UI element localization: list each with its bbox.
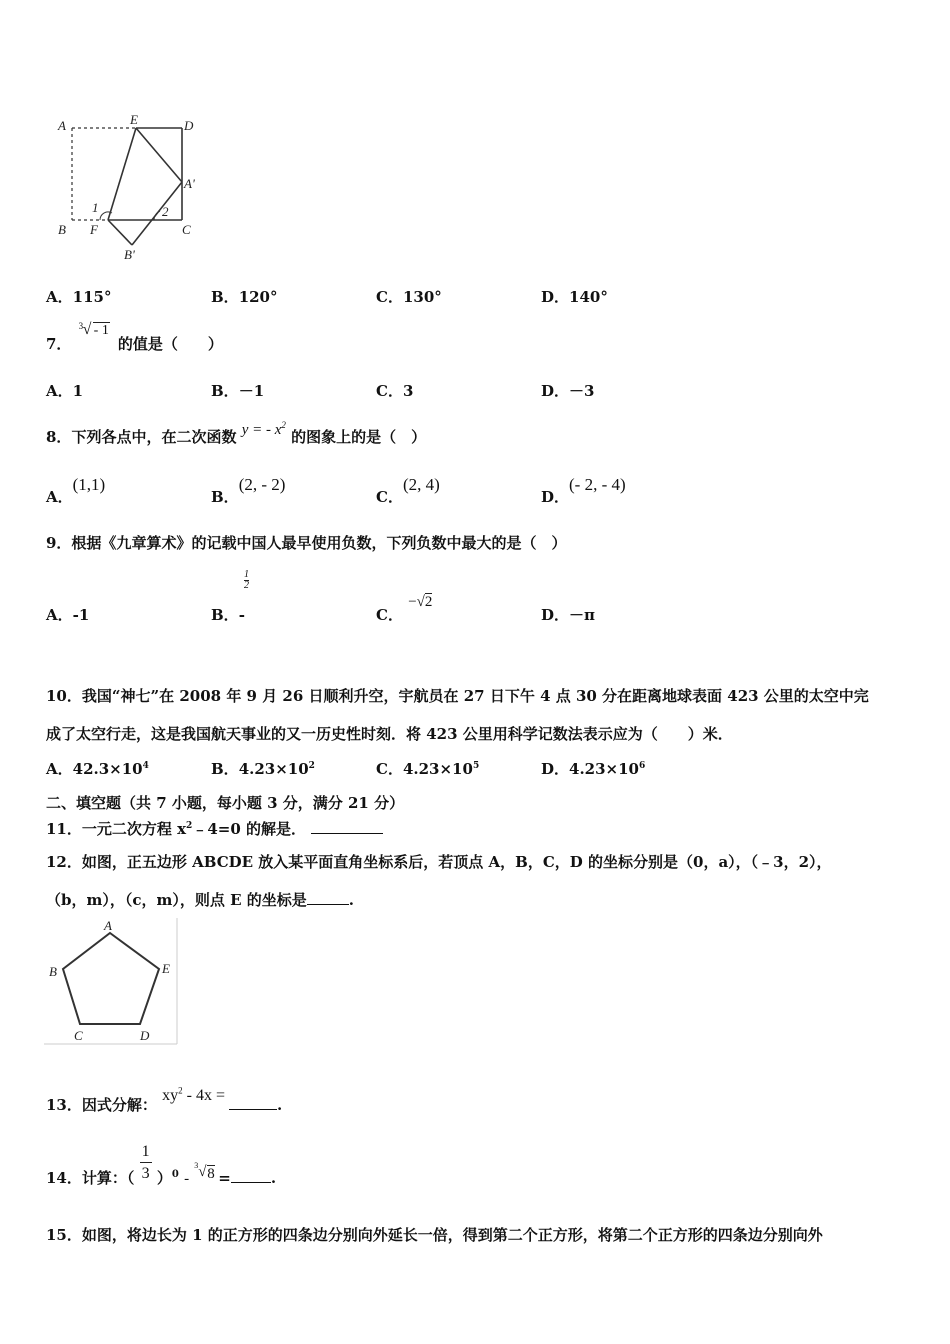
q9-stem: 9．根据《九章算术》的记载中国人最早使用负数，下列负数中最大的是（ ） [46, 534, 567, 552]
q10-option-c[interactable]: C．$4.23\times 10^5$ [376, 760, 480, 778]
label-B: B [58, 222, 66, 237]
q8-function: y = - $x^2$ [241, 420, 286, 438]
q8-option-b[interactable]: B．(2, - 2) [211, 475, 286, 506]
section2-title: 二、填空题（共 7 小题，每小题 3 分，满分 21 分） [46, 794, 405, 812]
q13-stem: 13．因式分解： $xy^2 - 4x$ = . [46, 1085, 283, 1114]
q8-stem-after: 的图象上的是（ ） [291, 428, 427, 446]
radical-icon: √ [82, 321, 92, 338]
q7-option-c[interactable]: C．3 [376, 382, 414, 400]
label-2: 2 [162, 204, 169, 219]
q8-stem-before: 下列各点中，在二次函数 [71, 428, 237, 446]
q7-cube-root [77, 321, 113, 351]
q10-line2: 成了太空行走，这是我国航天事业的又一历史性时刻．将 423 公里用科学记数法表示应为（ ）米． [46, 725, 733, 743]
label-E: E [130, 112, 138, 127]
q9-option-a[interactable]: A．-1 [46, 606, 90, 624]
q12-line2: （b，m），（c，m），则点 E 的坐标是 . [46, 891, 354, 909]
pentagon-label-B: B [49, 964, 57, 979]
radical-icon: √ [198, 1164, 207, 1180]
fold-line-EF [108, 128, 136, 220]
pentagon-label-A: A [104, 918, 112, 933]
q6-option-b[interactable]: B．120° [211, 288, 278, 306]
label-B-prime: B' [124, 247, 135, 260]
q11-stem: 11．一元二次方程 $x^2﹣4=0$ 的解是． [46, 818, 383, 839]
label-C: C [182, 222, 191, 237]
q9-c-expr: −√2 [408, 594, 433, 610]
q8-option-a[interactable]: A．(1,1) [46, 475, 106, 506]
q6-option-d[interactable]: D．140° [541, 288, 608, 306]
q7-stem-after: 的值是（ ） [117, 335, 223, 353]
q8-number: 8． [46, 428, 72, 446]
edge-EA' [136, 128, 182, 182]
q7-number: 7． [46, 335, 72, 353]
q8-option-d[interactable]: D．(- 2, - 4) [541, 475, 626, 506]
radical-icon: √ [416, 594, 425, 610]
pentagon-label-C: C [74, 1028, 83, 1043]
q14-answer-blank[interactable] [231, 1170, 271, 1183]
q9-option-c[interactable]: C． −√2 [376, 594, 433, 624]
q12-answer-blank[interactable] [307, 892, 349, 905]
label-A: A [58, 118, 66, 133]
q13-expression: $xy^2 - 4x$ = [162, 1085, 229, 1104]
regular-pentagon [63, 933, 159, 1024]
q8-stem [46, 420, 427, 447]
q6-option-a[interactable]: A．115° [46, 288, 112, 306]
q7-radicand: - 1 [93, 323, 109, 338]
q9-b-fraction: 1 2 [244, 569, 249, 591]
q12-line1: 12．如图，正五边形 ABCDE 放入某平面直角坐标系后，若顶点 A，B，C，D 的坐标分别是（0，a），（﹣3，2）， [46, 853, 832, 871]
q14-cube-root: 3 √ 8 [194, 1161, 215, 1182]
q9-option-d[interactable]: D．－π [541, 606, 595, 624]
q14-fraction: $\frac{1}{3}$ [141, 1143, 150, 1182]
q13-answer-blank[interactable] [229, 1097, 277, 1110]
label-F: F [90, 222, 98, 237]
angle-2-arc [154, 211, 160, 220]
label-D: D [184, 118, 194, 133]
q9-option-b[interactable]: B．- 1 2 [211, 569, 249, 624]
q7-option-d[interactable]: D．－3 [541, 382, 595, 400]
label-1: 1 [92, 200, 99, 215]
pentagon-figure [44, 918, 180, 1048]
q7-option-a[interactable]: A．1 [46, 382, 84, 400]
label-A-prime: A' [184, 176, 195, 191]
q10-option-b[interactable]: B．$4.23\times 10^2$ [211, 760, 315, 778]
q7-option-b[interactable]: B．－1 [211, 382, 265, 400]
q10-option-d[interactable]: D．$4.23\times 10^6$ [541, 760, 646, 778]
q10-line1: 10．我国“神七”在 2008 年 9 月 26 日顺利升空，宇航员在 27 日下午 4 点 30 分在距离地球表面 423 公里的太空中完 [46, 687, 869, 705]
fold-rectangle-figure [50, 110, 210, 260]
q14-stem: 14．计算：（ $\frac{1}{3}$ ）$^0$ - 3 √ 8 = . [46, 1143, 277, 1187]
q7-root-index: 3 [78, 321, 84, 331]
edge-FB' [108, 220, 132, 245]
q11-answer-blank[interactable] [311, 821, 383, 834]
pentagon-label-D: D [140, 1028, 150, 1043]
q8-option-c[interactable]: C．(2, 4) [376, 475, 440, 506]
q7-stem [46, 321, 223, 354]
q10-option-a[interactable]: A．$42.3\times 10^4$ [46, 760, 149, 778]
pentagon-label-E: E [162, 961, 170, 976]
q6-option-c[interactable]: C．130° [376, 288, 442, 306]
q15-text: 15．如图，将边长为 1 的正方形的四条边分别向外延长一倍，得到第二个正方形，将第二个正方形的四条边分别向外 [46, 1226, 823, 1244]
